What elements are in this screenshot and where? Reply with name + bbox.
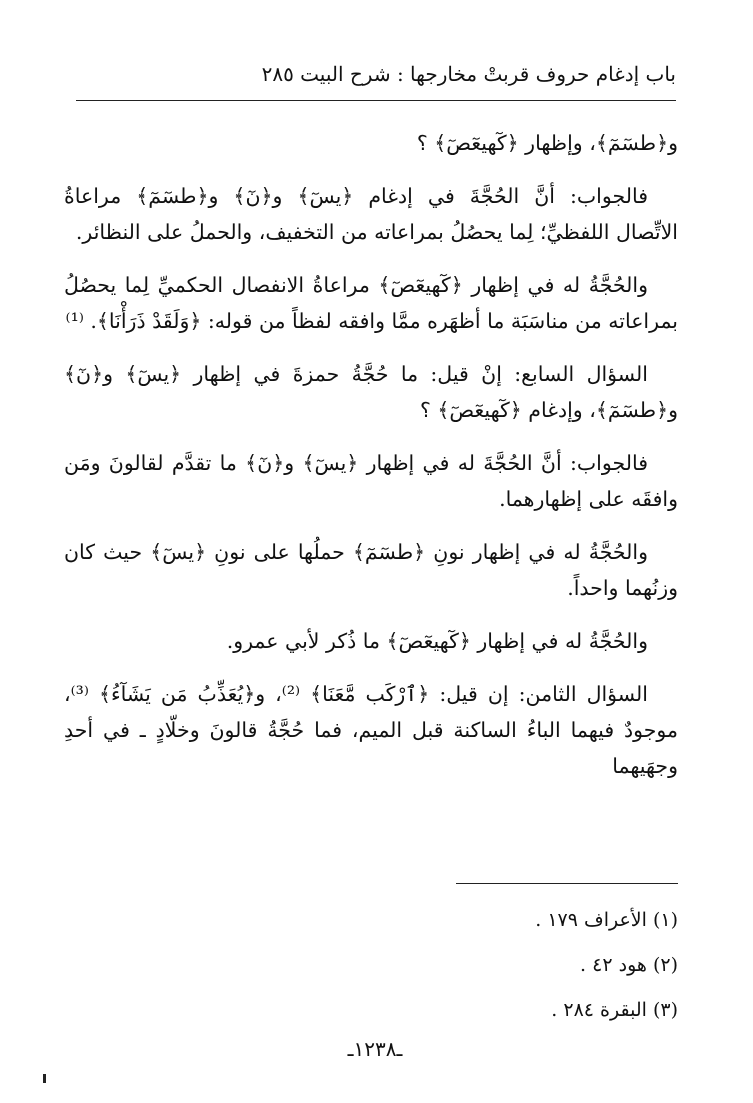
paragraph-question-7: السؤال السابع: إنْ قيل: ما حُجَّةُ حمزةَ في إظهار ﴿يسٓ﴾ و﴿نٓ﴾ و﴿طسٓمٓ﴾، وإدغام ﴿كٓهيعٓصٓ﴾ ؟ xyxy=(64,362,678,422)
paragraph-answer-7b: والحُجَّةُ له في إظهار نونِ ﴿طسٓمٓ﴾ حملُها على نونِ ﴿يسٓ﴾ حيث كان وزنُهما واحداً. xyxy=(64,540,678,600)
footnote-divider xyxy=(456,883,678,884)
page-number: ـ١٢٣٨ـ xyxy=(347,1037,403,1061)
header-divider xyxy=(76,100,676,101)
footnote-2: (٢) هود ٤٢ . xyxy=(580,954,678,976)
running-header: باب إدغام حروف قربتْ مخارجها : شرح البيت ٢٨٥ xyxy=(261,62,676,86)
margin-mark xyxy=(43,1074,46,1083)
main-text xyxy=(64,125,678,784)
footnotes xyxy=(400,898,678,1033)
footnote-1: (١) الأعراف ١٧٩ . xyxy=(535,909,678,931)
paragraph-question-8: السؤال الثامن: إن قيل: ﴿ٱرْكَب مَّعَنَا﴾ ⁽²⁾، و﴿يُعَذِّبُ مَن يَشَآءُ﴾ ⁽³⁾، موجودٌ فيهما الباءُ الساكنة قبل الميم، فما حُجَّةُ قالونَ وخلّادٍ ـ في أحدِ وجهَيهما xyxy=(64,682,678,778)
footnote-3: (٣) البقرة ٢٨٤ . xyxy=(551,999,678,1021)
paragraph-answer-7c: والحُجَّةُ له في إظهار ﴿كٓهيعٓصٓ﴾ ما ذُكر لأبي عمرو. xyxy=(226,629,648,653)
paragraph-answer-2: والحُجَّةُ له في إظهار ﴿كٓهيعٓصٓ﴾ مراعاةُ الانفصال الحكميِّ لِما يحصُلُ بمراعاته من مناسَبَة ما أظهَره ممَّا وافقه لفظاً من قوله: ﴿وَلَقَدْ ذَرَأْنَا﴾. ⁽¹⁾ xyxy=(64,273,678,333)
paragraph-question-continuation: و﴿طسٓمٓ﴾، وإظهار ﴿كٓهيعٓصٓ﴾ ؟ xyxy=(416,131,678,155)
paragraph-answer-7a: فالجواب: أنَّ الحُجَّةَ له في إظهار ﴿يسٓ﴾ و﴿نٓ﴾ ما تقدَّم لقالونَ ومَن وافقَه على إظهارهما. xyxy=(64,451,678,511)
paragraph-answer-1: فالجواب: أنَّ الحُجَّةَ في إدغام ﴿يسٓ﴾ و﴿نٓ﴾ و﴿طسٓمٓ﴾ مراعاةُ الاتِّصال اللفظيِّ؛ لِما يحصُلُ بمراعاته من التخفيف، والحملُ على النظائر. xyxy=(64,184,678,244)
